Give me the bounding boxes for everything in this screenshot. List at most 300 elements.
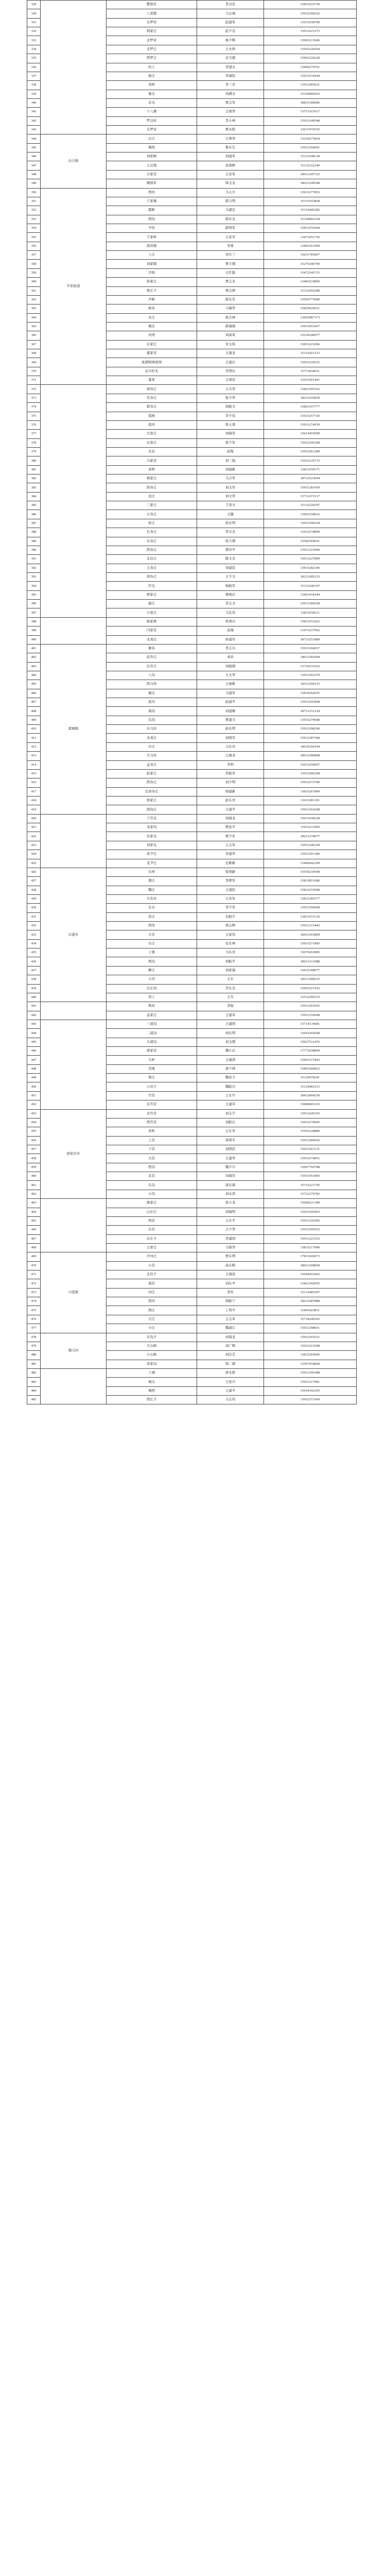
person-name-cell: 刘少明: [197, 778, 264, 787]
row-number: 469: [27, 1252, 41, 1261]
row-number: 384: [27, 492, 41, 501]
person-name-cell: 邢志辉: [197, 922, 264, 930]
village-name-cell: 西沟: [107, 1163, 197, 1172]
village-name-cell: 城关: [107, 1378, 197, 1386]
village-name-cell: 庵各: [107, 644, 197, 653]
village-name-cell: 泥河: [107, 698, 197, 707]
village-name-cell: 东里庄: [107, 438, 197, 447]
village-name-cell: 周各庄: [107, 385, 197, 394]
person-name-cell: 郭东宝: [197, 215, 264, 224]
person-name-cell: 马会海: [197, 9, 264, 18]
phone-number-cell: 15132485397: [264, 1288, 357, 1297]
town-name-cell: 白合镇: [41, 134, 107, 188]
person-name-cell: 史新新: [197, 859, 264, 868]
person-name-cell: 于洪文: [197, 501, 264, 510]
person-name-cell: 魏少兵: [197, 1163, 264, 1172]
phone-number-cell: 13463395362: [264, 385, 357, 394]
row-number: 364: [27, 313, 41, 322]
person-name-cell: 刘志宇: [197, 1109, 264, 1118]
person-name-cell: 景晓辉: [197, 161, 264, 170]
phone-number-cell: 15933272780: [264, 778, 357, 787]
village-name-cell: 蓬莱: [107, 376, 197, 385]
village-name-cell: 肖各庄: [107, 394, 197, 402]
person-name-cell: 刘海军: [197, 430, 264, 438]
row-number: 441: [27, 1002, 41, 1011]
town-name-cell: [41, 1002, 107, 1020]
contact-roster-table: [27, 0, 357, 1404]
phone-number-cell: 18631278977: [264, 832, 357, 841]
person-name-cell: 张士勇: [197, 420, 264, 429]
person-name-cell: 高海: [197, 626, 264, 635]
row-number: 376: [27, 420, 41, 429]
table-row: [27, 188, 357, 197]
village-name-cell: 岗上: [107, 993, 197, 1002]
person-name-cell: 刘玉军: [197, 483, 264, 492]
row-number: 369: [27, 358, 41, 367]
phone-number-cell: 13932271069: [264, 1396, 357, 1404]
person-name-cell: 贾连平: [197, 823, 264, 832]
village-name-cell: 八里铺: [107, 9, 197, 18]
person-name-cell: 魏振兴: [197, 1082, 264, 1091]
row-number: 450: [27, 1082, 41, 1091]
person-name-cell: 王兵: [197, 993, 264, 1002]
village-name-cell: 付庄: [107, 742, 197, 751]
person-name-cell: 贾立刚: [197, 260, 264, 268]
village-name-cell: 土岔地: [107, 161, 197, 170]
person-name-cell: 李东全: [197, 984, 264, 993]
person-name-cell: 周振文: [197, 403, 264, 412]
person-name-cell: 王翠华: [197, 134, 264, 143]
village-name-cell: 黄家沟: [107, 1360, 197, 1368]
person-name-cell: 刘建军: [197, 152, 264, 161]
row-number: 386: [27, 510, 41, 519]
person-name-cell: 贾印平: [197, 546, 264, 554]
person-name-cell: 王海龙: [197, 752, 264, 760]
row-number: 434: [27, 939, 41, 948]
person-name-cell: 赵建军: [197, 18, 264, 27]
row-number: 447: [27, 1056, 41, 1064]
village-name-cell: 大马坊: [107, 752, 197, 760]
person-name-cell: 刘海龙: [197, 1333, 264, 1342]
phone-number-cell: 15129478241: [264, 1074, 357, 1082]
phone-number-cell: 13730235262: [264, 662, 357, 671]
phone-number-cell: 13833253120: [264, 912, 357, 921]
phone-number-cell: 15333103858: [264, 197, 357, 206]
row-number: 421: [27, 823, 41, 832]
phone-number-cell: 13933285621: [264, 81, 357, 90]
person-name-cell: 周建新: [197, 787, 264, 796]
phone-number-cell: 15097760788: [264, 1163, 357, 1172]
village-name-cell: 西岗: [107, 922, 197, 930]
phone-number-cell: 17831043073: [264, 1252, 357, 1261]
phone-number-cell: 15132220297: [264, 501, 357, 510]
village-name-cell: 桃园乡: [107, 179, 197, 188]
phone-number-cell: 13643292668: [264, 1029, 357, 1038]
row-number: 377: [27, 430, 41, 438]
person-name-cell: 韩玉龙: [197, 179, 264, 188]
row-number: 363: [27, 304, 41, 313]
phone-number-cell: 13833285377: [264, 894, 357, 903]
person-name-cell: 魏小东: [197, 1047, 264, 1056]
village-name-cell: 五各庄: [107, 510, 197, 519]
village-name-cell: 郭各庄: [107, 403, 197, 412]
person-name-cell: 刘玉刚: [197, 1038, 264, 1046]
village-name-cell: 刘家峪: [107, 152, 197, 161]
row-number: 367: [27, 340, 41, 349]
person-name-cell: 刘广辉: [197, 1342, 264, 1350]
row-number: 374: [27, 403, 41, 412]
table-row: [27, 868, 357, 876]
phone-number-cell: 13483210895: [264, 278, 357, 286]
phone-number-cell: 15933218332: [264, 358, 357, 367]
row-number: 468: [27, 1243, 41, 1252]
row-number: 366: [27, 331, 41, 340]
row-number: 476: [27, 1315, 41, 1324]
village-name-cell: 黄岭: [107, 1127, 197, 1136]
person-name-cell: 郭瑞海: [197, 322, 264, 331]
village-name-cell: 芦峪: [107, 295, 197, 304]
phone-number-cell: 15472245715: [264, 268, 357, 277]
phone-number-cell: 15405423811: [264, 1306, 357, 1315]
row-number: 454: [27, 1118, 41, 1127]
village-name-cell: 董家营: [107, 349, 197, 358]
row-number: 412: [27, 742, 41, 751]
person-name-cell: 王国忠: [197, 376, 264, 385]
row-number: 419: [27, 805, 41, 814]
person-name-cell: 王建军: [197, 1011, 264, 1020]
phone-number-cell: 15933246328: [264, 841, 357, 850]
phone-number-cell: 13503220364: [264, 45, 357, 54]
village-name-cell: 东各庄: [107, 537, 197, 546]
village-name-cell: 刘家屯: [107, 841, 197, 850]
town-name-cell: 川里镇: [41, 1252, 107, 1333]
phone-number-cell: 15133246197: [264, 582, 357, 590]
village-name-cell: 北岩庄: [107, 555, 197, 564]
row-number: 479: [27, 1342, 41, 1350]
table-row: [27, 134, 357, 143]
phone-number-cell: 15070263985: [264, 948, 357, 957]
person-name-cell: 贾志军: [197, 98, 264, 107]
person-name-cell: 贾志杰: [197, 278, 264, 286]
phone-number-cell: 15933241808: [264, 698, 357, 707]
phone-number-cell: 15931438228: [264, 814, 357, 823]
person-name-cell: 刘宗艺: [197, 1351, 264, 1360]
phone-number-cell: 15931281950: [264, 483, 357, 492]
village-name-cell: 罗洼村: [107, 116, 197, 125]
village-name-cell: 官营: [107, 1091, 197, 1100]
row-number: 346: [27, 152, 41, 161]
person-name-cell: 高东辉: [197, 1261, 264, 1270]
town-name-cell: [41, 617, 107, 644]
phone-number-cell: 15829626021: [264, 304, 357, 313]
row-number: 365: [27, 322, 41, 331]
row-number: 466: [27, 1226, 41, 1234]
row-number: 418: [27, 796, 41, 805]
row-number: 439: [27, 984, 41, 993]
village-name-cell: 下营: [107, 1145, 197, 1154]
phone-number-cell: 15933291380: [264, 850, 357, 859]
phone-number-cell: 15803357777: [264, 403, 357, 412]
row-number: 387: [27, 519, 41, 528]
row-number: 330: [27, 9, 41, 18]
phone-number-cell: 13933296608: [264, 904, 357, 912]
phone-number-cell: 15194892194: [264, 215, 357, 224]
row-number: 391: [27, 555, 41, 564]
phone-number-cell: 18231435839: [264, 394, 357, 402]
row-number: 373: [27, 394, 41, 402]
phone-number-cell: 18231208225: [264, 975, 357, 984]
row-number: 409: [27, 716, 41, 724]
row-number: 456: [27, 1136, 41, 1145]
person-name-cell: 刘海龙: [197, 814, 264, 823]
town-name-cell: [41, 1199, 107, 1252]
phone-number-cell: 15731834011: [264, 367, 357, 376]
village-name-cell: 西坊: [107, 188, 197, 197]
person-name-cell: 李建华: [197, 850, 264, 859]
village-name-cell: 紫阳村: [107, 1, 197, 9]
village-name-cell: 东沟子: [107, 1333, 197, 1342]
phone-number-cell: 15033227899: [264, 555, 357, 564]
village-name-cell: 杨家寨: [107, 617, 197, 626]
phone-number-cell: 15933267231: [264, 1145, 357, 1154]
person-name-cell: 魏春子: [197, 1074, 264, 1082]
person-name-cell: 刘国民: [197, 1145, 264, 1154]
phone-number-cell: 13933501441: [264, 376, 357, 385]
row-number: 477: [27, 1324, 41, 1333]
person-name-cell: 李汉忠: [197, 1, 264, 9]
row-number: 467: [27, 1234, 41, 1243]
village-name-cell: 白合: [107, 134, 197, 143]
village-name-cell: 北刘各庄: [107, 787, 197, 796]
person-name-cell: 李锁军: [197, 877, 264, 886]
village-name-cell: 孟家庄: [107, 1011, 197, 1020]
phone-number-cell: 15033221098: [264, 1342, 357, 1350]
village-name-cell: 黄桥: [107, 81, 197, 90]
row-number: 402: [27, 653, 41, 662]
row-number: 453: [27, 1109, 41, 1118]
phone-number-cell: 13833258211: [264, 608, 357, 617]
village-name-cell: 后沟: [107, 716, 197, 724]
phone-number-cell: 15132456280: [264, 286, 357, 295]
person-name-cell: 王建平: [197, 805, 264, 814]
phone-number-cell: 13573167617: [264, 108, 357, 116]
row-number: 353: [27, 215, 41, 224]
phone-number-cell: 15933270045: [264, 1118, 357, 1127]
row-number: 390: [27, 546, 41, 554]
village-name-cell: 梁庄: [107, 1074, 197, 1082]
row-number: 360: [27, 278, 41, 286]
person-name-cell: 王建华: [197, 1154, 264, 1163]
person-name-cell: 李振: [197, 1002, 264, 1011]
row-number: 400: [27, 635, 41, 644]
village-name-cell: 东沟: [107, 1181, 197, 1190]
person-name-cell: 杨振军: [197, 582, 264, 590]
row-number: 444: [27, 1029, 41, 1038]
phone-number-cell: 15933257720: [264, 412, 357, 420]
village-name-cell: 老尹庄: [107, 850, 197, 859]
row-number: 350: [27, 188, 41, 197]
phone-number-cell: 15033259007: [264, 760, 357, 769]
row-number: 362: [27, 295, 41, 304]
person-name-cell: 刘家瑞: [197, 966, 264, 975]
row-number: 437: [27, 966, 41, 975]
village-name-cell: 马家营: [107, 456, 197, 465]
phone-number-cell: 15027512476: [264, 1038, 357, 1046]
row-number: 358: [27, 260, 41, 268]
person-name-cell: 李小林: [197, 116, 264, 125]
phone-number-cell: 15690221389: [264, 1199, 357, 1208]
phone-number-cell: 13472227962: [264, 626, 357, 635]
person-name-cell: 李少军: [197, 904, 264, 912]
person-name-cell: 张少年: [197, 438, 264, 447]
village-name-cell: 东营: [107, 1226, 197, 1234]
phone-number-cell: 15614455999: [264, 430, 357, 438]
phone-number-cell: 18031247125: [264, 170, 357, 179]
phone-number-cell: 15532200332: [264, 993, 357, 1002]
row-number: 397: [27, 608, 41, 617]
phone-number-cell: 15132445282: [264, 206, 357, 215]
village-name-cell: 羊坊: [107, 224, 197, 232]
person-name-cell: 贾永胜: [197, 126, 264, 134]
phone-number-cell: 15731671517: [264, 492, 357, 501]
village-name-cell: 北岩: [107, 447, 197, 456]
person-name-cell: 刘东平: [197, 1279, 264, 1288]
phone-number-cell: 15833851680: [264, 877, 357, 886]
row-number: 378: [27, 438, 41, 447]
person-name-cell: 李文杰: [197, 528, 264, 537]
phone-number-cell: 15031785807: [264, 251, 357, 260]
person-name-cell: 马瑞华: [197, 304, 264, 313]
row-number: 357: [27, 251, 41, 260]
village-name-cell: 龙尹庄: [107, 859, 197, 868]
person-name-cell: 刘满全: [197, 90, 264, 98]
village-name-cell: 南营: [107, 1279, 197, 1288]
phone-number-cell: 13933279688: [264, 716, 357, 724]
phone-number-cell: 15931206388: [264, 1368, 357, 1377]
person-name-cell: 马天兵: [197, 188, 264, 197]
person-name-cell: 赵俊: [197, 447, 264, 456]
row-number: 445: [27, 1038, 41, 1046]
person-name-cell: 王晓华: [197, 108, 264, 116]
row-number: 354: [27, 224, 41, 232]
phone-number-cell: 13933221575: [264, 27, 357, 36]
row-number: 483: [27, 1378, 41, 1386]
row-number: 399: [27, 626, 41, 635]
village-name-cell: 贾家庄: [107, 590, 197, 599]
row-number: 336: [27, 63, 41, 72]
person-name-cell: 史振宇: [197, 912, 264, 921]
village-name-cell: 小里庄: [107, 608, 197, 617]
row-number: 393: [27, 573, 41, 582]
phone-number-cell: 15931249548: [264, 116, 357, 125]
phone-number-cell: 15933218428: [264, 72, 357, 80]
phone-number-cell: 13003987373: [264, 313, 357, 322]
person-name-cell: 刘海军: [197, 1172, 264, 1181]
village-name-cell: 刘家铺: [107, 260, 197, 268]
village-name-cell: 大里庄: [107, 430, 197, 438]
row-number: 352: [27, 206, 41, 215]
village-name-cell: 后乔庄: [107, 662, 197, 671]
phone-number-cell: 13463418344: [264, 590, 357, 599]
phone-number-cell: 18031282068: [264, 653, 357, 662]
person-name-cell: 唐东海: [197, 1181, 264, 1190]
row-number: 339: [27, 90, 41, 98]
village-name-cell: 苏庄: [107, 912, 197, 921]
row-number: 382: [27, 474, 41, 483]
village-name-cell: 北营: [107, 1172, 197, 1181]
village-name-cell: 西各庄: [107, 483, 197, 492]
row-number: 432: [27, 922, 41, 930]
row-number: 451: [27, 1091, 41, 1100]
row-number: 463: [27, 1199, 41, 1208]
row-number: 452: [27, 1100, 41, 1109]
person-name-cell: 刘国军: [197, 734, 264, 742]
row-number: 342: [27, 116, 41, 125]
village-name-cell: 小庄: [107, 1324, 197, 1333]
phone-number-cell: 15933265521: [264, 1333, 357, 1342]
person-name-cell: 马东亮: [197, 742, 264, 751]
village-name-cell: 大营: [107, 1154, 197, 1163]
phone-number-cell: 18432004250: [264, 1091, 357, 1100]
table-row: [27, 617, 357, 626]
row-number: 372: [27, 385, 41, 394]
phone-number-cell: 15931287508: [264, 734, 357, 742]
person-name-cell: 丁利平: [197, 1306, 264, 1315]
row-number: 335: [27, 54, 41, 63]
village-name-cell: 小沟: [107, 1190, 197, 1198]
village-name-cell: 二道沟: [107, 1029, 197, 1038]
row-number: 455: [27, 1127, 41, 1136]
phone-number-cell: 15194890293: [264, 90, 357, 98]
row-number: 448: [27, 1064, 41, 1073]
village-name-cell: 东埠: [107, 868, 197, 876]
person-name-cell: 王海波: [197, 1270, 264, 1279]
row-number: 442: [27, 1011, 41, 1020]
phone-number-cell: 15930230598: [264, 868, 357, 876]
row-number: 460: [27, 1172, 41, 1181]
village-name-cell: 南黄铺: [107, 242, 197, 250]
phone-number-cell: 15129483215: [264, 1082, 357, 1091]
row-number: 343: [27, 126, 41, 134]
row-number: 435: [27, 948, 41, 957]
row-number: 425: [27, 859, 41, 868]
phone-number-cell: 15931250698: [264, 1011, 357, 1020]
row-number: 334: [27, 45, 41, 54]
table-row: [27, 1002, 357, 1011]
row-number: 344: [27, 134, 41, 143]
row-number: 414: [27, 760, 41, 769]
village-name-cell: 孟各庄: [107, 760, 197, 769]
person-name-cell: 贾少军: [197, 832, 264, 841]
person-name-cell: 张立刚: [197, 537, 264, 546]
village-name-cell: 西营: [107, 1216, 197, 1225]
village-name-cell: 西庄子: [107, 1396, 197, 1404]
phone-number-cell: 15934102305: [264, 1386, 357, 1395]
phone-number-cell: 15903229228: [264, 54, 357, 63]
phone-number-cell: 15933271893: [264, 939, 357, 948]
village-name-cell: 王各庄: [107, 564, 197, 572]
phone-number-cell: 15132421215: [264, 349, 357, 358]
person-name-cell: 王东平: [197, 1216, 264, 1225]
table-row: [27, 1109, 357, 1118]
village-name-cell: 柴村: [107, 1002, 197, 1011]
phone-number-cell: 13483261999: [264, 242, 357, 250]
table-row: [27, 385, 357, 394]
village-name-cell: 北罗庄: [107, 45, 197, 54]
row-number: 474: [27, 1297, 41, 1306]
row-number: 429: [27, 894, 41, 903]
phone-number-cell: 15933298290: [264, 725, 357, 734]
